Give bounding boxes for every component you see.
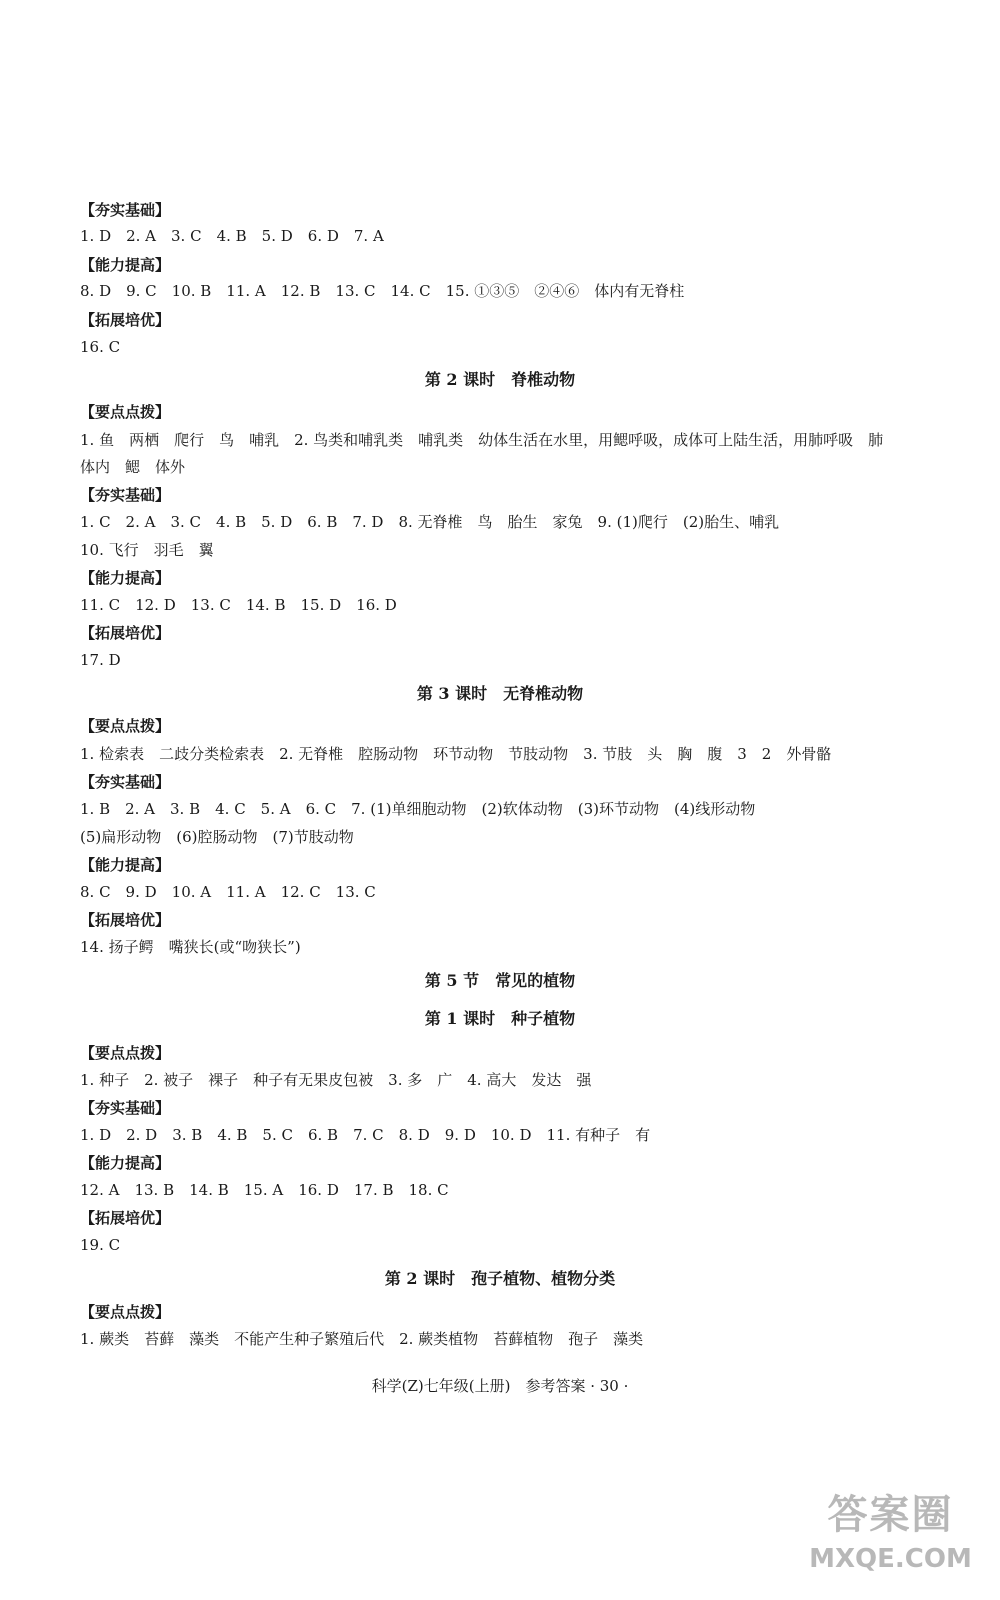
answer-line: 1. 种子 2. 被子 裸子 种子有无果皮包被 3. 多 广 4. 高大 发达 强 xyxy=(80,1071,592,1089)
section-tag-hangshi: 【夯实基础】 xyxy=(80,486,171,504)
lesson-title: 第 1 课时 种子植物 xyxy=(424,1009,576,1028)
answer-line: 19. C xyxy=(80,1236,121,1254)
page-footer: 科学(Z)七年级(上册) 参考答案 · 30 · xyxy=(371,1377,629,1395)
section-tag-yaodian: 【要点点拨】 xyxy=(80,403,171,421)
answer-line: 1. B 2. A 3. B 4. C 5. A 6. C 7. (1)单细胞动物 (2)软体动物 (3)环节动物 (4)线形动物 xyxy=(80,800,756,818)
section-tag-tuozhan: 【拓展培优】 xyxy=(80,624,171,642)
section-tag-nengli: 【能力提高】 xyxy=(80,856,171,874)
answer-line: 8. D 9. C 10. B 11. A 12. B 13. C 14. C 15. ①③⑤ ②④⑥ 体内有无脊柱 xyxy=(80,282,685,300)
answer-line: 1. 鱼 两栖 爬行 鸟 哺乳 2. 鸟类和哺乳类 哺乳类 幼体生活在水里，用鳃呼吸，成体可上陆生活，用肺呼吸 肺 xyxy=(80,431,884,449)
section-tag-nengli: 【能力提高】 xyxy=(80,256,171,274)
section-tag-hangshi: 【夯实基础】 xyxy=(80,773,171,791)
section-tag-tuozhan: 【拓展培优】 xyxy=(80,911,171,929)
answer-line: 1. 蕨类 苔藓 藻类 不能产生种子繁殖后代 2. 蕨类植物 苔藓植物 孢子 藻类 xyxy=(80,1330,644,1348)
section-tag-hangshi: 【夯实基础】 xyxy=(80,201,171,219)
answer-line: 1. C 2. A 3. C 4. B 5. D 6. B 7. D 8. 无脊椎 鸟 胎生 家兔 9. (1)爬行 (2)胎生、哺乳 xyxy=(80,513,780,531)
answer-line: 14. 扬子鳄 嘴狭长(或“吻狭长”) xyxy=(80,938,301,956)
answer-line: 16. C xyxy=(80,338,121,356)
answer-line: 17. D xyxy=(80,651,121,669)
lesson-title: 第 2 课时 孢子植物、植物分类 xyxy=(384,1269,616,1288)
watermark-logo xyxy=(803,1487,978,1592)
answer-line: 12. A 13. B 14. B 15. A 16. D 17. B 18. C xyxy=(80,1181,449,1199)
answer-line: 1. D 2. A 3. C 4. B 5. D 6. D 7. A xyxy=(80,227,384,245)
section-tag-hangshi: 【夯实基础】 xyxy=(80,1099,171,1117)
watermark-url: MXQE.COM xyxy=(809,1544,972,1574)
answer-line: (5)扁形动物 (6)腔肠动物 (7)节肢动物 xyxy=(80,828,354,846)
answer-line: 体内 鳃 体外 xyxy=(80,458,186,476)
section-tag-tuozhan: 【拓展培优】 xyxy=(80,311,171,329)
section-tag-yaodian: 【要点点拨】 xyxy=(80,1303,171,1321)
answer-line: 8. C 9. D 10. A 11. A 12. C 13. C xyxy=(80,883,376,901)
watermark-logo-text: 答案圈 xyxy=(827,1492,954,1538)
answer-line: 10. 飞行 羽毛 翼 xyxy=(80,541,214,559)
section-tag-yaodian: 【要点点拨】 xyxy=(80,1044,171,1062)
section-tag-nengli: 【能力提高】 xyxy=(80,1154,171,1172)
section-title: 第 5 节 常见的植物 xyxy=(424,971,576,990)
section-tag-yaodian: 【要点点拨】 xyxy=(80,717,171,735)
section-tag-nengli: 【能力提高】 xyxy=(80,569,171,587)
lesson-title: 第 3 课时 无脊椎动物 xyxy=(416,684,584,703)
answer-line: 1. D 2. D 3. B 4. B 5. C 6. B 7. C 8. D 9. D 10. D 11. 有种子 有 xyxy=(80,1126,651,1144)
section-tag-tuozhan: 【拓展培优】 xyxy=(80,1209,171,1227)
lesson-title: 第 2 课时 脊椎动物 xyxy=(424,370,576,389)
answer-line: 1. 检索表 二歧分类检索表 2. 无脊椎 腔肠动物 环节动物 节肢动物 3. 节肢 头 胸 腹 3 2 外骨骼 xyxy=(80,745,832,763)
answer-line: 11. C 12. D 13. C 14. B 15. D 16. D xyxy=(80,596,397,614)
